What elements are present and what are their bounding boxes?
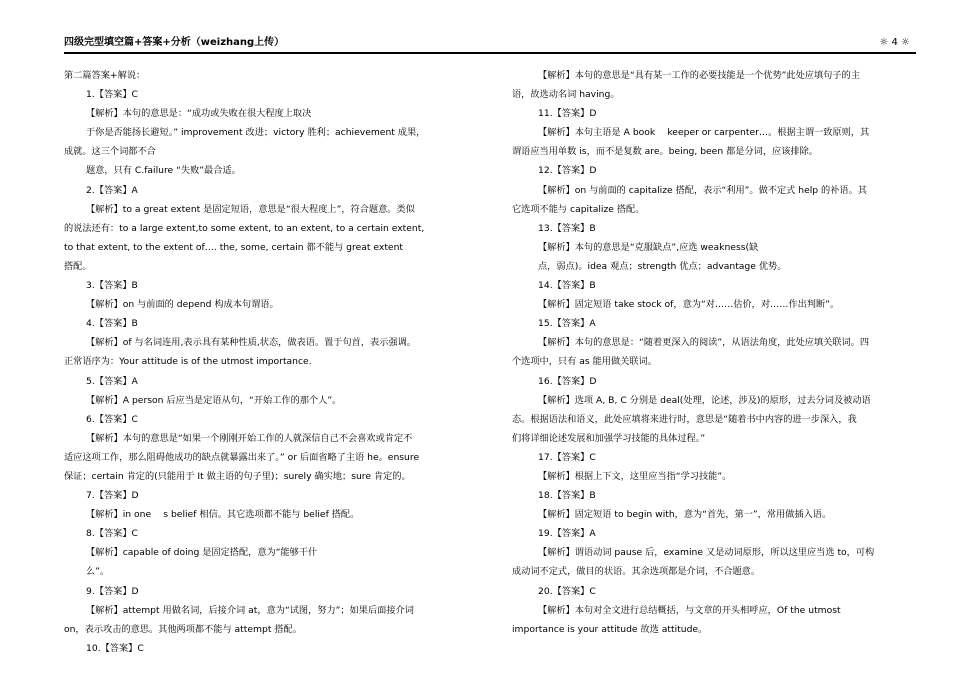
- right-text-line: 语，故选动名词 having。: [512, 89, 620, 101]
- left-column: [64, 66, 472, 658]
- right-text-line: 它选项不能与 capitalize 搭配。: [512, 203, 645, 215]
- left-text-line: 10.【答案】C: [86, 642, 144, 654]
- left-text-line: 保证；certain 肯定的(只能用于 It 做主语的句子里)；surely 确实地；sure 肯定的。: [64, 470, 411, 482]
- right-text-line: 14.【答案】B: [538, 280, 596, 292]
- right-text-line: 【解析】选项 A, B, C 分别是 deal(处理，论述，涉及)的原形，过去分词及被动语: [538, 394, 871, 406]
- left-text-line: 【解析】capable of doing 是固定搭配，意为“能够干什: [86, 547, 318, 559]
- left-text-line: 【解析】on 与前面的 depend 构成本句谓语。: [86, 299, 279, 311]
- left-text-line: 9.【答案】D: [86, 585, 139, 597]
- left-text-line: to that extent, to the extent of…. the, some, certain 都不能与 great extent: [64, 241, 403, 253]
- left-text-line: 【解析】本句的意思是“如果一个刚刚开始工作的人就深信自己不会喜欢或肯定不: [86, 432, 413, 444]
- left-text-line: 4.【答案】B: [86, 318, 138, 330]
- right-text-line: 【解析】谓语动词 pause 后，examine 又是动词原形，所以这里应当选 to，可构: [538, 547, 875, 559]
- left-text-line: 【解析】A person 后应当是定语从句，“开始工作的那个人”。: [86, 394, 342, 406]
- right-text-line: 们将详细论述发展和加强学习技能的具体过程。”: [512, 432, 706, 444]
- right-text-line: 13.【答案】B: [538, 222, 596, 234]
- right-text-line: 【解析】固定短语 to begin with，意为“首先，第一”，常用做插入语。: [538, 509, 832, 521]
- right-text-line: 成动词不定式，做目的状语。其余选项都是介词，不合题意。: [512, 566, 761, 578]
- left-text-line: 3.【答案】B: [86, 280, 138, 292]
- right-column: [512, 66, 918, 639]
- right-text-line: 个选项中，只有 as 能用做关联词。: [512, 356, 657, 368]
- left-text-line: 【解析】attempt 用做名词，后接介词 at，意为“试图，努力”；如果后面接介词: [86, 604, 414, 616]
- right-text-line: 点，弱点)。idea 观点；strength 优点；advantage 优势。: [538, 260, 787, 272]
- right-text-line: 18.【答案】B: [538, 490, 596, 502]
- left-text-line: 第二篇答案+解说：: [64, 70, 146, 81]
- right-text-line: 【解析】本句的意思是“具有某一工作的必要技能是一个优势”此处应填句子的主: [538, 70, 860, 81]
- right-text-line: 【解析】本句的意思是：“随着更深入的阅读”，从语法角度，此处应填关联词。四: [538, 337, 870, 349]
- right-text-line: 【解析】on 与前面的 capitalize 搭配，表示“利用”。做不定式 help 的补语。其: [538, 184, 867, 196]
- left-text-line: 2.【答案】A: [86, 184, 138, 196]
- left-text-line: 5.【答案】A: [86, 375, 138, 387]
- document-title: 四级完型填空篇+答案+分析（weizhang上传）: [64, 37, 285, 48]
- right-text-line: 19.【答案】A: [538, 528, 596, 540]
- right-text-line: 【解析】根据上下文，这里应当指“学习技能”。: [538, 470, 732, 482]
- right-text-line: 12.【答案】D: [538, 165, 597, 177]
- left-text-line: 么”。: [86, 566, 110, 578]
- right-text-line: 【解析】本句主语是 A book keeper or carpenter…。根据主谓一致原则，其: [538, 127, 870, 139]
- left-text-line: 适应这项工作，那么阻碍他成功的缺点就暴露出来了。” or 后面省略了主语 he。ensure: [64, 451, 420, 463]
- right-text-line: 【解析】本句的意思是“克服缺点”,应选 weakness(缺: [538, 241, 759, 253]
- left-text-line: on，表示攻击的意思。其他两项都不能与 attempt 搭配。: [64, 623, 302, 635]
- left-text-line: 7.【答案】D: [86, 490, 139, 502]
- left-text-line: 题意，只有 C.failure “失败”最合适。: [86, 165, 241, 177]
- left-text-line: 成就。这三个词都不合: [64, 146, 156, 158]
- page-header: [64, 36, 916, 52]
- left-text-line: 搭配。: [64, 260, 92, 272]
- left-text-line: 【解析】to a great extent 是固定短语，意思是“很大程度上”，符合题意。类似: [86, 203, 415, 215]
- left-text-line: 【解析】本句的意思是：“成功或失败在很大程度上取决: [86, 108, 312, 120]
- right-text-line: 态。根据语法和语义，此处应填将来进行时，意思是“随着书中内容的进一步深入，我: [512, 413, 857, 425]
- left-text-line: 【解析】in one s belief 相信。其它选项都不能与 belief 搭配。: [86, 509, 360, 521]
- right-text-line: 16.【答案】D: [538, 375, 597, 387]
- page-number: ☼ 4 ☼: [879, 37, 910, 48]
- left-text-line: 8.【答案】C: [86, 528, 138, 540]
- right-text-line: 17.【答案】C: [538, 451, 596, 463]
- right-text-line: 【解析】固定短语 take stock of，意为“对……估价，对……作出判断”。: [538, 299, 840, 311]
- left-text-line: 【解析】of 与名词连用,表示具有某种性质,状态，做表语。置于句首，表示强调。: [86, 337, 416, 349]
- left-text-line: 的说法还有：to a large extent,to some extent, to an extent, to a certain extent,: [64, 222, 425, 234]
- right-text-line: importance is your attitude 故选 attitude。: [512, 623, 708, 635]
- right-text-line: 谓语应当用单数 is，而不是复数 are。being, been 都是分词，应该排除。: [512, 146, 818, 158]
- right-text-line: 20.【答案】C: [538, 585, 596, 597]
- left-text-line: 6.【答案】C: [86, 413, 138, 425]
- right-text-line: 11.【答案】D: [538, 108, 597, 120]
- left-text-line: 1.【答案】C: [86, 89, 138, 101]
- right-text-line: 15.【答案】A: [538, 318, 596, 330]
- header-rule: [64, 52, 916, 54]
- left-text-line: 于你是否能扬长避短。” improvement 改进；victory 胜利；achievement 成果，: [86, 127, 426, 139]
- left-text-line: 正常语序为：Your attitude is of the utmost importance.: [64, 356, 312, 368]
- right-text-line: 【解析】本句对全文进行总结概括，与文章的开头相呼应，Of the utmost: [538, 604, 841, 616]
